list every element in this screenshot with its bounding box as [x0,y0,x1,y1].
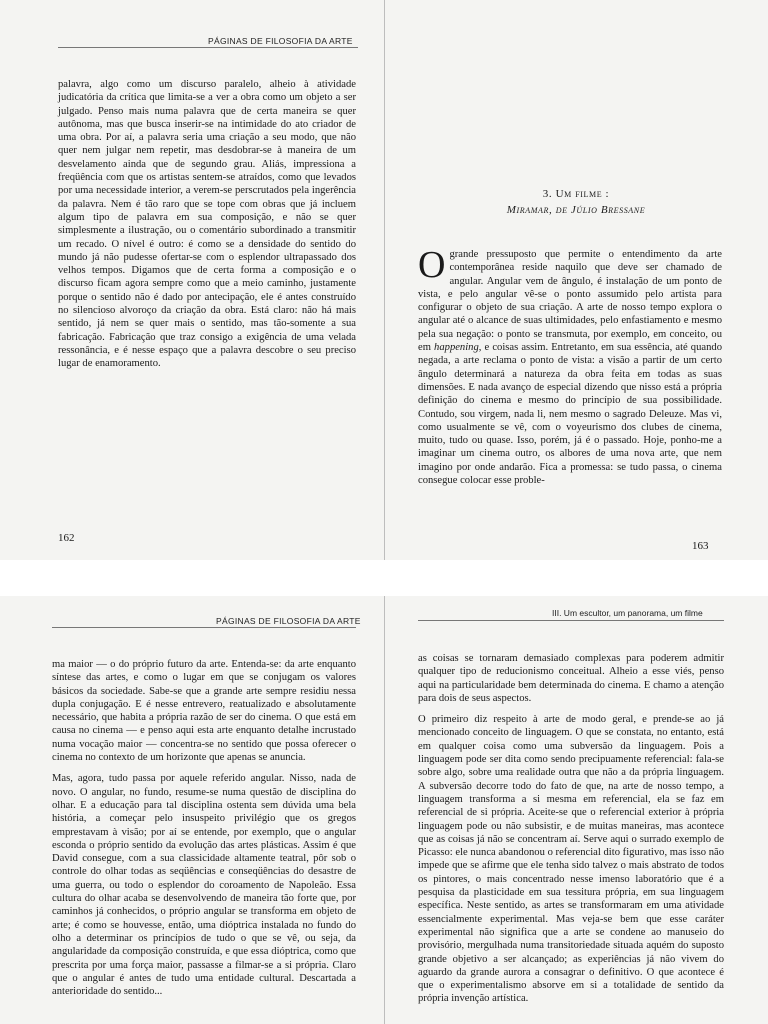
drop-cap: O [418,244,446,286]
body-text [52,658,356,1006]
body-text: palavra, algo como um discurso paralelo, alheio à atividade judicatória da crítica que limita-se a ver a obra como um objeto a ser julgado. Penso mais numa palavra que de certa maneira se quer autônoma, mas que busca inserir-se na intimidade do ato criador de uma obra. Por aí, a palavra seria uma criação a seu modo, que não quer nem julgar nem repetir, mas desdobrar-se à maneira de um desvelamento ainda que de segundo grau. Aliás, impressiona a freqüência com que os artistas sentem-se atraídos, como que levados por uma necessidade interior, a verem-se perscrutados pela ingerência da palavra. Nem é tão raro que se tope com obras que já incluem algum tipo de palavra em sua composição, e não se quer simplesmente a ilustração, ou o comentário subordinado a transmitir um recado. O nível é outro: é como se a densidade do sentido do mundo já não pudesse ofertar-se com o esplendor ultrapassado dos velhos tempos. Digamos que de certa forma a composição e o discurso ficam agora sempre como que a meio caminho, justamente porque o sentido não é dado por antecipação, ele é antes construído no silencioso alvoroço da criação da obra. Está claro: não há mais sentido, já nem se quer mais o sentido, mas tão-somente a sua fabricação. Fabricação que traz consigo a exigência de uma velada ressonância, e é nesse espaço que a palavra descobre o seu preciso lugar de enamoramento. [58,79,356,370]
header-rule [58,47,358,48]
paragraph: O primeiro diz respeito à arte de modo geral, e prende-se ao já mencionado conceito de linguagem. O que se constata, no entanto, está em qualquer coisa como uma subversão da linguagem. Pois a linguagem pode ser dita como sendo precipuamente referencial: fala-se sobre algo, sobre uma realidade outra que não a da própria linguagem. A subversão decorre todo do fato de que, na arte de nosso tempo, a linguagem transforma a si mesma em referencial, ela se faz em referencial de si própria. Aceite-se que o referencial exterior à própria linguagem pode ou não subsistir, e de muitas maneiras, mas acontece que as coisas já não se concentram aí. Serve aqui o surrado exemplo de Picasso: ele nunca abandonou o referencial dito figurativo, mas isso não impede que se afirme que ele tenha sido talvez o mais abstrato de todos os pintores, o mais concentrado nesse imenso laboratório que é a pesquisa da plasticidade em sua tessitura própria, em sua linguagem específica. Neste sentido, as artes se transformaram em uma atividade essencialmente experimental. Mas veja-se bem que esse caráter experimental não significa que a arte se condene ao manuseio do provisório, mergulhada numa transitoriedade situada aquém do suposto grande objetivo a ser alcançado; as experiências já não vivem do aguardo da grande aurora a consagrar o definitivo. O que acontece é que o experimentalismo absorve em si a totalidade de sentido da própria invenção artística. [418,714,724,1005]
body-text: grande pressuposto que permite o entendimento da arte contemporânea reside naquilo que deve ser chamado de angular. Angular vem de ângulo, é instalação de um ponto de vista, e pelo angular vê-se o ponto assumido pelo artista para configurar o objeto de sua criação. A arte de nosso tempo explora o angular até o alcance de suas ultimidades, pelo enfastiamento e mesmo pela sua negação: o ponto se transmuta, por exemplo, em conceito, ou em happening, e coisas assim. Entretanto, em sua essência, até quando negada, a arte reclama o ponto de vista: a visão a partir de um certo ângulo determinará a natureza da obra feita em todas as suas dimensões. E nada avanço de especial dizendo que nisso está a própria definição do cinema e mesmo do princípio de sua possibilidade. Contudo, sou virgem, nada li, nem mesmo o sagrado Deleuze. Mas vi, como usualmente se vê, com o voyeurismo dos clubes de cinema, muito, tudo ou quase. Isso, porém, já é o passado. Hoje, ponho-me a imaginar um cinema outro, os albores de uma nova arte, que nem imagino por onde andarão. Fica a promessa: se tudo passa, o cinema consegue colocar esse proble- [418,249,722,487]
book-gutter [384,596,385,1024]
paragraph: ma maior — o do próprio futuro da arte. Entenda-se: da arte enquanto síntese das artes, e como o lugar em que se conjugam os valores básicos da sociedade. Sabe-se que a grande arte sempre residiu nessa dupla conjugação. E é nesse entrevero, reatualizado e absolutamente necessário, que habita a própria razão de ser do cinema. O que está em causa no cinema — e penso aqui esta arte enquanto detalhe incrustado numa vocação maior — concentra-se no sentido que possa oferecer o cinema no contexto de um horizonte que apenas se anuncia. [52,659,356,764]
paragraph: Mas, agora, tudo passa por aquele referido angular. Nisso, nada de novo. O angular, no fundo, resume-se numa questão de disciplina do olhar. E a educação para tal disciplina ostenta sem dúvida uma bela história, a começar pelo insuspeito privilégio que os gregos emprestavam à visão; por aí se entende, por exemplo, que o angular esconda o próprio sentido da evolução das artes plásticas. Assim é que David consegue, com a sua classicidade altamente teatral, pôr sob o controle do olhar todas as seqüências e conseqüências do desastre de uma guerra, ou todo o esplendor do coroamento de Napoleão. Essa cultura do olhar acaba se desenvolvendo de maneira tão forte que, por caminhos já conhecidos, o próprio angular se transforma em objeto de arte; é como se houvesse, então, uma dióptrica instalada no fundo do olho a determinar os princípios de tudo o que se vê, ou seja, da angularidade da composição construída, e que essa dióptrica, como que prescrita por uma força maior, passasse a filmar-se a si própria. Claro que o angular é antes de tudo uma entidade cultural. Descartada a anterioridade do sentido... [52,773,356,998]
page-number: 162 [58,532,75,544]
running-header: PÁGINAS DE FILOSOFIA DA ARTE [208,36,353,46]
chapter-title: Miramar, de Júlio Bressane [506,204,646,216]
running-header: PÁGINAS DE FILOSOFIA DA ARTE [216,616,361,626]
body-text [418,652,724,1014]
header-rule [52,627,356,628]
header-rule [418,620,724,621]
bottom-page-spread [0,596,768,1024]
chapter-body [418,244,722,487]
paragraph: as coisas se tornaram demasiado complexas para poderem admitir qualquer tipo de reducionismo conceitual. Alheio a esse viés, penso aqui na particularidade bem determinada do cinema. E chamo a atenção para dois de seus aspectos. [418,653,724,704]
page-number: 163 [692,540,709,552]
running-header: III. Um escultor, um panorama, um filme [552,608,703,618]
book-gutter [384,0,385,560]
chapter-number: 3. Um filme : [542,188,610,200]
